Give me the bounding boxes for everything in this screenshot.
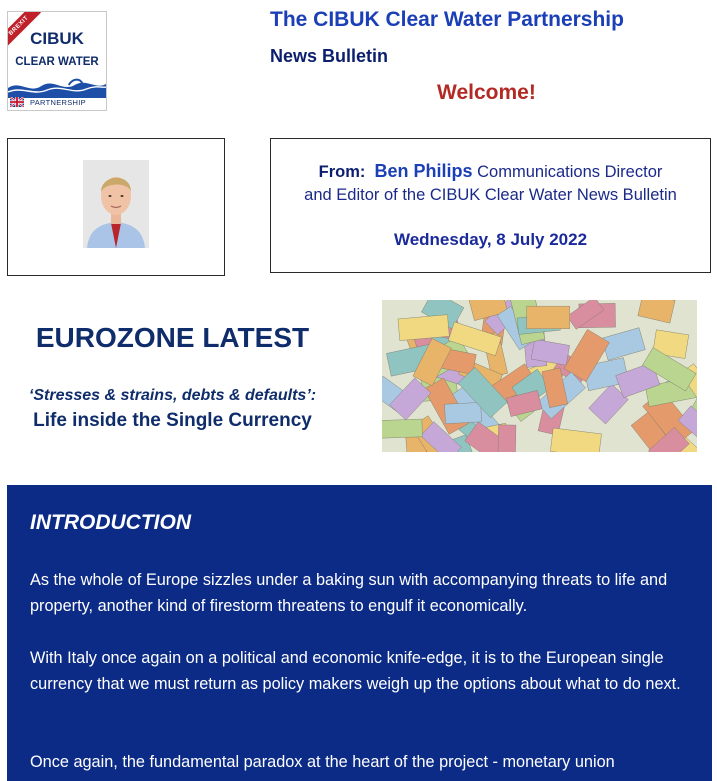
banknote-shape	[382, 419, 422, 438]
author-role-part1: Communications Director	[477, 163, 663, 181]
introduction-title: INTRODUCTION	[30, 511, 191, 534]
banknote-shape	[527, 306, 570, 329]
introduction-panel	[7, 485, 712, 781]
person-portrait-icon	[83, 160, 149, 248]
author-photo-box	[7, 138, 225, 276]
intro-paragraph-3: Once again, the fundamental paradox at the heart of the project - monetary union	[30, 753, 615, 771]
from-line	[271, 161, 710, 182]
brexit-ribbon: BREXIT	[7, 11, 41, 48]
section-tagline: ‘Stresses & strains, debts & defaults’:	[28, 387, 317, 404]
author-photo	[83, 160, 149, 248]
welcome-text: Welcome!	[437, 81, 536, 104]
issue-date: Wednesday, 8 July 2022	[393, 230, 588, 249]
union-flag-icon	[10, 97, 24, 107]
from-label: From:	[318, 163, 366, 181]
logo-line-cibuk: CIBUK	[30, 29, 84, 48]
banknote-shape	[498, 425, 516, 452]
intro-paragraph-1: As the whole of Europe sizzles under a baking sun with accompanying threats to life and property, another kind of firestorm threatens to engulf it economically.	[30, 571, 668, 615]
org-title: The CIBUK Clear Water Partnership	[270, 8, 624, 31]
author-name: Ben Philips	[374, 161, 473, 181]
logo-line-partnership: PARTNERSHIP	[30, 98, 86, 107]
logo-line-clear-water: CLEAR WATER	[15, 56, 99, 68]
section-heading: EUROZONE LATEST	[35, 322, 310, 353]
banknote-shape	[445, 402, 482, 423]
cibuk-logo	[7, 11, 107, 111]
banknote-shape	[398, 315, 449, 341]
wave-icon	[8, 76, 106, 98]
euro-banknotes-image	[382, 300, 697, 452]
section-subheading: Life inside the Single Currency	[33, 410, 312, 431]
author-role-part2: and Editor of the CIBUK Clear Water News Bulletin	[304, 186, 677, 204]
author-info-box	[270, 138, 711, 273]
intro-paragraph-2: With Italy once again on a political and economic knife-edge, it is to the European single currency that we must return as policy makers weigh up the options about what to do next.	[30, 649, 681, 693]
bulletin-subtitle: News Bulletin	[270, 46, 389, 66]
euro-notes-icon	[382, 300, 697, 452]
